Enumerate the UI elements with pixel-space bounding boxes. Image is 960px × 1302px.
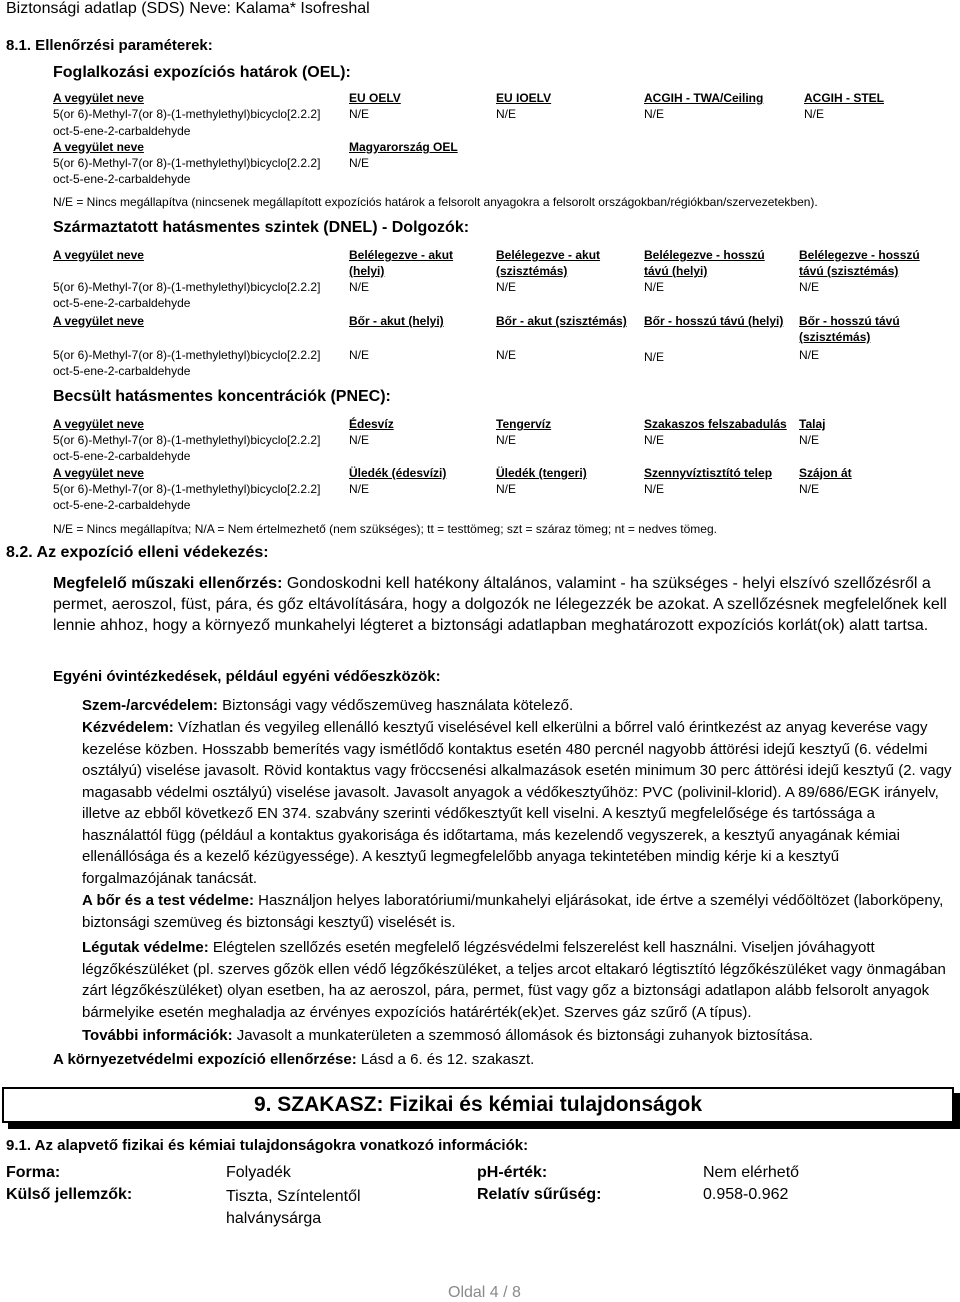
- oel-title: Foglalkozási expozíciós határok (OEL):: [53, 64, 351, 81]
- col-header: távú (helyi): [644, 264, 708, 278]
- col-header: Belélegezve - akut: [349, 248, 454, 262]
- col-header: A vegyület neve: [53, 314, 144, 328]
- col-header: A vegyület neve: [53, 91, 144, 105]
- respiratory-protection-text: Elégtelen szellőzés esetén megfelelő légzésvédelmi felszerelést kell használni. Viseljen jóváhagyott légzőkészüléket (pl. szerves gőzök ellen védő légzőkészüléket, a teljes arcot eltakaró légtisztító légzőkészüléket vagy önmagában zárt légzőkészüléket) olyan esetben, ha az aeroszol, pára, permet, füst vagy gőz a biztonsági adatlapon alább felsorolt anyagok bármelyike esetén meghaladja az érvényes expozíciós határérték(ek)et. Szerves gáz szűrő (A típus).: [82, 939, 946, 1021]
- appearance-label: Külső jellemzők:: [6, 1186, 133, 1203]
- table-cell: N/E: [799, 482, 820, 496]
- col-header: Tengervíz: [496, 417, 552, 431]
- abbreviation-note: N/E = Nincs megállapítva; N/A = Nem értelmezhető (nem szükséges); tt = testtömeg; szt = száraz tömeg; nt = nedves tömeg.: [53, 522, 717, 536]
- engineering-controls-label: Megfelelő műszaki ellenőrzés:: [53, 575, 283, 592]
- relative-density-label: Relatív sűrűség:: [477, 1186, 602, 1203]
- col-header: Üledék (tengeri): [496, 466, 587, 480]
- table-cell: N/E: [644, 433, 665, 447]
- col-header: Bőr - hosszú távú (helyi): [644, 314, 784, 328]
- further-information: [82, 1025, 952, 1047]
- document-header: Biztonsági adatlap (SDS) Neve: Kalama* Isofreshal: [6, 0, 370, 17]
- skin-protection-label: A bőr és a test védelme:: [82, 892, 255, 909]
- col-header: Talaj: [799, 417, 826, 431]
- compound-name: 5(or 6)-Methyl-7(or 8)-(1-methylethyl)bicyclo[2.2.2]: [53, 107, 321, 121]
- hand-protection-label: Kézvédelem:: [82, 719, 174, 736]
- hand-protection-text: Vízhatlan és vegyileg ellenálló kesztyű viselésével kell elkerülni a bőrrel való érintkezést az anyag keverése vagy kezelése közben. Hosszabb bemerítés vagy ismétlődő kontaktus esetén 480 percnél nagyobb áttörési idejű kesztyű (6. védelmi osztályú) viselése javasolt. Rövid kontaktus vagy fröccsenési alkalmazások esetén minimum 30 perc áttörési idejű kesztyű (2. vagy magasabb védelmi osztályú) viselése javasolt. Javasolt anyagok a védőkesztyűhöz: PVC (polivinil-klorid). A 89/686/EGK irányelv, illetve az ebből következő EN 374. szabvány szerinti védőkesztyűt kell viselni. A kesztyű megfelelősége és tartóssága a használattól függ (például a kontaktus gyakorisága és időtartama, más kezelendő vegyszerek, a kesztyű anyagának kémiai ellenállósága és a kezelő kézügyessége). A kesztyű legmegfelelőbb anyaga tekintetében mindig kérje ki a kesztyű forgalmazójának tanácsát.: [82, 719, 952, 887]
- col-header: Bőr - akut (szisztémás): [496, 314, 627, 328]
- respiratory-protection-label: Légutak védelme:: [82, 939, 209, 956]
- col-header: Édesvíz: [349, 417, 394, 431]
- engineering-controls-text: Gondoskodni kell hatékony általános, valamint - ha szükséges - helyi elszívó szellőzésről a permet, aeroszol, füst, pára, és gőz eltávolítására, hogy a dolgozók ne lélegezzék be azokat. A szellőzésnek megfelelőnek kell lennie ahhoz, hogy a környező munkahelyi légteret a biztonsági adatlapban meghatározott expozíciós korlát(ok) alatt tartsa.: [53, 575, 947, 634]
- compound-name: oct-5-ene-2-carbaldehyde: [53, 449, 191, 463]
- appearance-value: Tiszta, Színtelentől halványsárga: [226, 1188, 361, 1227]
- environmental-exposure: [53, 1049, 943, 1071]
- engineering-controls: [53, 573, 948, 636]
- col-header: Belélegezve - hosszú: [799, 248, 920, 262]
- table-cell: N/E: [799, 280, 820, 294]
- table-cell: N/E: [496, 433, 517, 447]
- section-9-title: 9. SZAKASZ: Fizikai és kémiai tulajdonságok: [253, 1093, 703, 1116]
- col-header: Bőr - hosszú távú: [799, 314, 900, 328]
- compound-name: 5(or 6)-Methyl-7(or 8)-(1-methylethyl)bicyclo[2.2.2]: [53, 482, 321, 496]
- skin-protection: [82, 890, 952, 933]
- col-header: Szennyvíztisztító telep: [644, 466, 773, 480]
- hand-protection: [82, 717, 952, 889]
- col-header: (szisztémás): [799, 330, 871, 344]
- col-header: távú (szisztémás): [799, 264, 899, 278]
- table-cell: N/E: [799, 433, 820, 447]
- table-cell: N/E: [644, 107, 665, 121]
- ppe-title: Egyéni óvintézkedések, például egyéni védőeszközök:: [53, 668, 441, 685]
- col-header: EU IOELV: [496, 91, 552, 105]
- oel-note: N/E = Nincs megállapítva (nincsenek megállapított expozíciós határok a felsorolt anyagokra a felsorolt országokban/régiókban/szervezetekben).: [53, 195, 818, 209]
- section-8-2-title: 8.2. Az expozíció elleni védekezés:: [6, 544, 269, 561]
- table-cell: N/E: [799, 348, 820, 362]
- section-9-1-title: 9.1. Az alapvető fizikai és kémiai tulajdonságokra vonatkozó információk:: [6, 1137, 529, 1154]
- table-cell: N/E: [496, 280, 517, 294]
- form-value: Folyadék: [226, 1164, 291, 1181]
- eye-protection-label: Szem-/arcvédelem:: [82, 697, 218, 714]
- pnec-title: Becsült hatásmentes koncentrációk (PNEC):: [53, 388, 391, 405]
- col-header: EU OELV: [349, 91, 401, 105]
- environmental-exposure-text: Lásd a 6. és 12. szakaszt.: [356, 1051, 535, 1068]
- col-header: Szakaszos felszabadulás: [644, 417, 787, 431]
- eye-protection-text: Biztonsági vagy védőszemüveg használata kötelező.: [217, 697, 574, 714]
- compound-name: oct-5-ene-2-carbaldehyde: [53, 498, 191, 512]
- table-cell: N/E: [349, 433, 370, 447]
- col-header: Magyarország OEL: [349, 140, 458, 154]
- col-header: ACGIH - TWA/Ceiling: [644, 91, 764, 105]
- skin-protection-text: Használjon helyes laboratóriumi/munkahelyi eljárásokat, ide értve a személyi védőöltözet (laborköpeny, biztonsági szemüveg és biztonsági kesztyű) viselését is.: [82, 892, 944, 931]
- table-cell: N/E: [804, 107, 825, 121]
- col-header: Bőr - akut (helyi): [349, 314, 444, 328]
- compound-name: 5(or 6)-Methyl-7(or 8)-(1-methylethyl)bicyclo[2.2.2]: [53, 156, 321, 170]
- compound-name: oct-5-ene-2-carbaldehyde: [53, 364, 191, 378]
- table-cell: N/E: [349, 348, 370, 362]
- further-information-label: További információk:: [82, 1027, 233, 1044]
- col-header: A vegyület neve: [53, 140, 144, 154]
- col-header: Belélegezve - hosszú: [644, 248, 765, 262]
- table-cell: N/E: [496, 107, 517, 121]
- table-cell: N/E: [349, 107, 370, 121]
- col-header: ACGIH - STEL: [804, 91, 884, 105]
- ph-value: Nem elérhető: [703, 1164, 800, 1181]
- table-cell: N/E: [496, 348, 517, 362]
- col-header: Szájon át: [799, 466, 852, 480]
- compound-name: 5(or 6)-Methyl-7(or 8)-(1-methylethyl)bicyclo[2.2.2]: [53, 280, 321, 294]
- compound-name: oct-5-ene-2-carbaldehyde: [53, 124, 191, 138]
- section-8-1-title: 8.1. Ellenőrzési paraméterek:: [6, 37, 213, 54]
- environmental-exposure-label: A környezetvédelmi expozíció ellenőrzése:: [53, 1051, 357, 1068]
- section-9-banner: [2, 1087, 954, 1123]
- col-header: Belélegezve - akut: [496, 248, 601, 262]
- col-header: Üledék (édesvízi): [349, 466, 447, 480]
- col-header: A vegyület neve: [53, 417, 144, 431]
- compound-name: 5(or 6)-Methyl-7(or 8)-(1-methylethyl)bicyclo[2.2.2]: [53, 348, 321, 362]
- col-header: A vegyület neve: [53, 248, 144, 262]
- compound-name: 5(or 6)-Methyl-7(or 8)-(1-methylethyl)bicyclo[2.2.2]: [53, 433, 321, 447]
- table-cell: N/E: [349, 156, 370, 170]
- page-number: Oldal 4 / 8: [448, 1284, 521, 1301]
- compound-name: oct-5-ene-2-carbaldehyde: [53, 172, 191, 186]
- table-cell: N/E: [496, 482, 517, 496]
- col-header: A vegyület neve: [53, 466, 144, 480]
- col-header: (szisztémás): [496, 264, 568, 278]
- relative-density-value: 0.958-0.962: [703, 1186, 789, 1203]
- ph-label: pH-érték:: [477, 1164, 548, 1181]
- table-cell: N/E: [349, 280, 370, 294]
- eye-protection: [82, 695, 952, 717]
- form-label: Forma:: [6, 1164, 61, 1181]
- respiratory-protection: [82, 937, 954, 1023]
- dnel-title: Származtatott hatásmentes szintek (DNEL) - Dolgozók:: [53, 219, 470, 236]
- table-cell: N/E: [644, 482, 665, 496]
- col-header: (helyi): [349, 264, 385, 278]
- table-cell: N/E: [644, 280, 665, 294]
- table-cell: N/E: [349, 482, 370, 496]
- further-information-text: Javasolt a munkaterületen a szemmosó állomások és biztonsági zuhanyok biztosítása.: [232, 1027, 813, 1044]
- compound-name: oct-5-ene-2-carbaldehyde: [53, 296, 191, 310]
- table-cell: N/E: [644, 350, 665, 364]
